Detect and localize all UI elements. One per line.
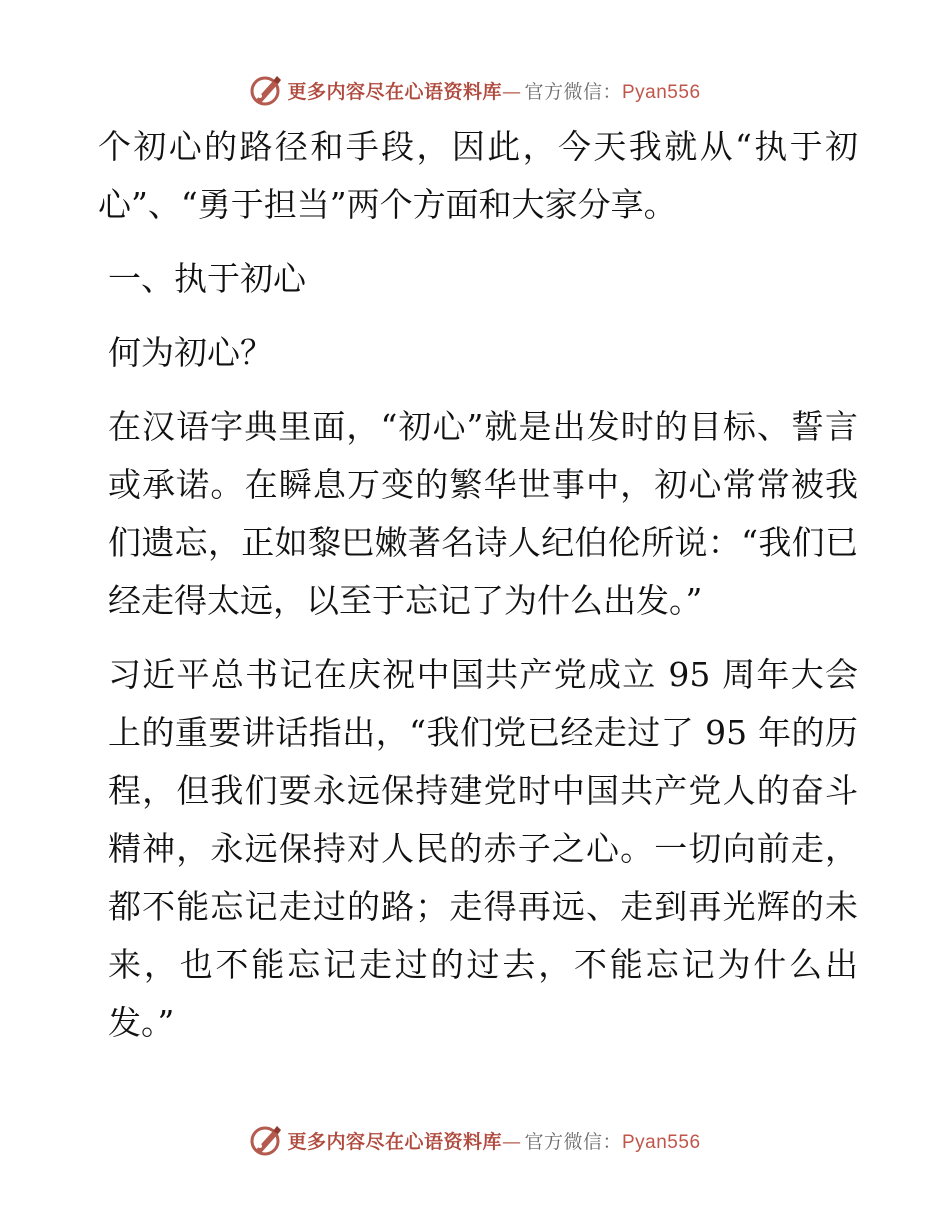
watermark-text xyxy=(287,77,700,104)
pen-logo-icon xyxy=(249,1123,283,1157)
header-watermark xyxy=(0,70,950,110)
footer-watermark xyxy=(0,1120,950,1160)
watermark-brand: 更多内容尽在心语资料库 xyxy=(287,1130,502,1153)
watermark-wechat-id: Pyan556 xyxy=(622,81,701,103)
section-heading: 一、执于初心 xyxy=(108,259,306,298)
watermark-wechat-id: Pyan556 xyxy=(622,1131,701,1153)
document-body xyxy=(98,118,858,1052)
watermark-text xyxy=(287,1127,700,1154)
watermark-brand: 更多内容尽在心语资料库 xyxy=(287,80,502,103)
paragraph: 在汉语字典里面，“初心”就是出发时的目标、誓言或承诺。在瞬息万变的繁华世事中，初心常常被我们遗忘，正如黎巴嫩著名诗人纪伯伦所说：“我们已经走得太远，以至于忘记了为什么出发。” xyxy=(108,407,858,620)
paragraph: 何为初心？ xyxy=(108,333,273,372)
watermark-dash: — xyxy=(501,1130,522,1153)
paragraph: 个初心的路径和手段，因此，今天我就从“执于初心”、“勇于担当”两个方面和大家分享。 xyxy=(98,127,858,224)
paragraph: 习近平总书记在庆祝中国共产党成立 95 周年大会上的重要讲话指出，“我们党已经走过了 95 年的历程，但我们要永远保持建党时中国共产党人的奋斗精神，永远保持对人民的赤子之心。一切向前走，都不能忘记走过的路；走得再远、走到再光辉的未来，也不能忘记走过的过去，不能忘记为什么出发。” xyxy=(108,655,858,1042)
watermark-dash: — xyxy=(501,80,522,103)
watermark-official: 官方微信： xyxy=(524,80,622,103)
pen-logo-icon xyxy=(249,73,283,107)
watermark-official: 官方微信： xyxy=(524,1130,622,1153)
